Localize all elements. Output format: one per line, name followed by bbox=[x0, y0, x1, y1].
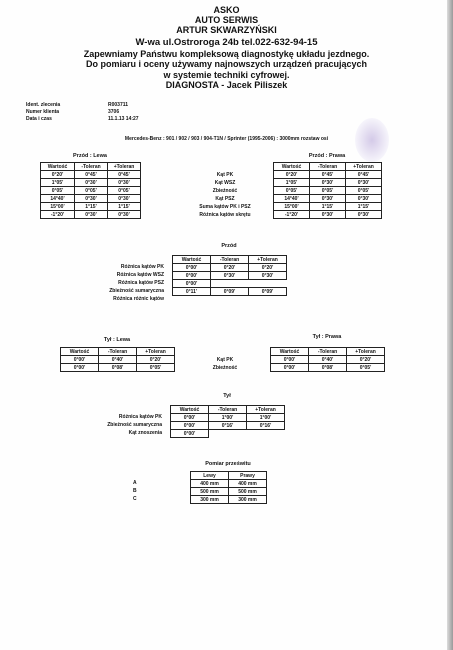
order-id-label: Ident. zlecenia bbox=[26, 101, 61, 108]
cell: 0°45' bbox=[75, 171, 108, 179]
label-kpi: Kąt PSZ bbox=[215, 196, 235, 202]
cell: 300 mm bbox=[229, 496, 267, 504]
cell: -1°20' bbox=[41, 211, 75, 219]
front-wheel-labels bbox=[176, 171, 274, 219]
cell bbox=[247, 430, 285, 438]
cell: 0°30' bbox=[75, 195, 108, 203]
cell: 0°05' bbox=[310, 187, 346, 195]
cell: 1°15' bbox=[310, 203, 346, 211]
col-tol-plus: +Toleran bbox=[346, 163, 382, 171]
cell: 0°20' bbox=[274, 171, 310, 179]
label-camber: Kąt PK bbox=[216, 172, 234, 178]
cell: -1°20' bbox=[274, 211, 310, 219]
table-row bbox=[173, 272, 287, 280]
cell: 1°00' bbox=[209, 414, 247, 422]
label-rear-camber: Kąt PK bbox=[216, 357, 234, 363]
table-row bbox=[41, 203, 141, 211]
company-name: ASKO bbox=[213, 5, 240, 15]
cell: 0°30' bbox=[346, 195, 382, 203]
cell bbox=[209, 430, 247, 438]
table-row bbox=[274, 171, 382, 179]
cell: 0°11' bbox=[173, 288, 211, 296]
letter-a: A bbox=[133, 480, 137, 486]
table-row bbox=[274, 187, 382, 195]
cell: 1°15' bbox=[75, 203, 108, 211]
client-number-label: Numer klienta bbox=[26, 108, 60, 115]
label-thrust-angle: Kąt znoszenia bbox=[128, 430, 162, 436]
cell: 0°00' bbox=[61, 356, 99, 364]
order-id-value: R003711 bbox=[108, 101, 129, 108]
letter-b: B bbox=[133, 488, 137, 494]
intro-line-1: Zapewniamy Państwu kompleksową diagnostykę układu jezdnego. bbox=[83, 49, 370, 59]
front-axle-labels bbox=[40, 263, 164, 303]
table-row bbox=[271, 364, 385, 372]
col-right: Prawy bbox=[229, 472, 267, 480]
cell: 0°08' bbox=[99, 364, 137, 372]
col-tol-minus: -Toleran bbox=[309, 348, 347, 356]
table-row bbox=[191, 488, 267, 496]
cell bbox=[249, 280, 287, 288]
diagnostician: DIAGNOSTA - Jacek Piliszek bbox=[165, 80, 288, 90]
cell: 0°16' bbox=[247, 422, 285, 430]
label-caster-diff: Różnica kątów WSZ bbox=[116, 272, 164, 278]
front-right-table bbox=[273, 162, 382, 219]
cell: 0°20' bbox=[347, 356, 385, 364]
col-tol-plus: +Toleran bbox=[108, 163, 141, 171]
label-total-toe: Zbieżność sumaryczna bbox=[109, 288, 164, 294]
page-edge-shadow bbox=[447, 0, 453, 650]
cell: 0°05' bbox=[137, 364, 175, 372]
cell: 1°05' bbox=[41, 179, 75, 187]
cell: 0°40' bbox=[99, 356, 137, 364]
cell: 0°30' bbox=[310, 195, 346, 203]
table-row bbox=[41, 171, 141, 179]
date-time-label: Data i czas bbox=[26, 115, 52, 122]
rear-axle-table bbox=[170, 405, 285, 438]
table-row bbox=[41, 179, 141, 187]
cell: 0°16' bbox=[209, 422, 247, 430]
front-right-title: Przód : Prawa bbox=[308, 153, 346, 159]
cell: 0°30' bbox=[249, 272, 287, 280]
col-value: Wartość bbox=[61, 348, 99, 356]
cell: 0°30' bbox=[75, 211, 108, 219]
label-turn-angle-diff: Różnica kątów skrętu bbox=[199, 212, 251, 218]
col-value: Wartość bbox=[41, 163, 75, 171]
cell: 0°00' bbox=[171, 430, 209, 438]
cell: 0°30' bbox=[310, 211, 346, 219]
cell: 15°00' bbox=[41, 203, 75, 211]
label-diff-of-diffs: Różnica różnic kątów bbox=[113, 296, 164, 302]
table-row bbox=[171, 430, 285, 438]
rear-wheel-labels bbox=[192, 356, 258, 372]
clearance-letters bbox=[133, 479, 137, 503]
table-row bbox=[274, 211, 382, 219]
col-tol-minus: -Toleran bbox=[209, 406, 247, 414]
col-value: Wartość bbox=[274, 163, 310, 171]
label-caster: Kąt WSZ bbox=[214, 180, 236, 186]
cell: 0°05' bbox=[41, 187, 75, 195]
vehicle-model: Mercedes-Benz : 901 / 902 / 903 / 904-T1N / Sprinter (1995-2006) : 3000mm rozstaw osi bbox=[124, 136, 329, 142]
cell: 0°00' bbox=[171, 422, 209, 430]
table-row bbox=[274, 195, 382, 203]
label-rear-camber-diff: Różnica kątów PK bbox=[118, 414, 162, 420]
cell: 0°30' bbox=[310, 179, 346, 187]
intro-line-2: Do pomiaru i oceny używamy najnowszych urządzeń pracujących bbox=[85, 59, 368, 69]
rear-left-table bbox=[60, 347, 175, 372]
cell: 0°00' bbox=[171, 414, 209, 422]
cell: 0°00' bbox=[271, 364, 309, 372]
clearance-title: Pomiar prześwitu bbox=[205, 461, 251, 467]
cell: 1°15' bbox=[108, 203, 141, 211]
cell: 0°05' bbox=[108, 187, 141, 195]
cell: 0°09' bbox=[211, 288, 249, 296]
rear-left-title: Tył : Lewa bbox=[103, 337, 131, 343]
cell: 0°09' bbox=[249, 288, 287, 296]
cell: 1°15' bbox=[346, 203, 382, 211]
cell: 0°30' bbox=[108, 211, 141, 219]
cell: 0°30' bbox=[108, 179, 141, 187]
col-tol-plus: +Toleran bbox=[137, 348, 175, 356]
col-tol-plus: +Toleran bbox=[247, 406, 285, 414]
cell: 0°05' bbox=[346, 187, 382, 195]
col-value: Wartość bbox=[171, 406, 209, 414]
order-meta bbox=[26, 101, 139, 122]
cell: 0°45' bbox=[108, 171, 141, 179]
col-tol-minus: -Toleran bbox=[75, 163, 108, 171]
label-camber-diff: Różnica kątów PK bbox=[120, 264, 164, 270]
letter-c: C bbox=[133, 496, 137, 502]
cell: 500 mm bbox=[229, 488, 267, 496]
cell: 0°08' bbox=[309, 364, 347, 372]
table-row bbox=[274, 203, 382, 211]
cell: 0°00' bbox=[173, 264, 211, 272]
rear-right-title: Tył : Prawa bbox=[312, 334, 342, 340]
cell: 0°30' bbox=[211, 272, 249, 280]
cell: 0°05' bbox=[75, 187, 108, 195]
table-row bbox=[271, 356, 385, 364]
label-toe: Zbieżność bbox=[212, 188, 238, 194]
rear-axle-labels bbox=[40, 413, 162, 437]
table-row bbox=[61, 356, 175, 364]
col-value: Wartość bbox=[173, 256, 211, 264]
cell: 14°40' bbox=[274, 195, 310, 203]
label-included-angle: Suma kątów PK i PSZ bbox=[199, 204, 251, 210]
company-type: AUTO SERWIS bbox=[194, 15, 259, 25]
company-address: W-wa ul.Ostroroga 24b tel.022-632-94-15 bbox=[135, 37, 318, 48]
table-row bbox=[41, 211, 141, 219]
cell: 1°05' bbox=[274, 179, 310, 187]
cell: 0°00' bbox=[173, 272, 211, 280]
table-row bbox=[61, 364, 175, 372]
cell: 0°05' bbox=[347, 364, 385, 372]
col-tol-plus: +Toleran bbox=[249, 256, 287, 264]
cell: 0°20' bbox=[137, 356, 175, 364]
col-tol-plus: +Toleran bbox=[347, 348, 385, 356]
table-row bbox=[191, 496, 267, 504]
col-tol-minus: -Toleran bbox=[211, 256, 249, 264]
label-kpi-diff: Różnica kątów PSZ bbox=[118, 280, 164, 286]
label-rear-toe: Zbieżność bbox=[212, 365, 238, 371]
cell: 0°30' bbox=[108, 195, 141, 203]
cell: 0°45' bbox=[310, 171, 346, 179]
front-left-table bbox=[40, 162, 141, 219]
cell: 14°40' bbox=[41, 195, 75, 203]
table-row bbox=[171, 414, 285, 422]
cell: 0°40' bbox=[309, 356, 347, 364]
col-tol-minus: -Toleran bbox=[99, 348, 137, 356]
cell: 1°00' bbox=[247, 414, 285, 422]
cell: 0°20' bbox=[41, 171, 75, 179]
col-left: Lewy bbox=[191, 472, 229, 480]
table-row bbox=[173, 280, 287, 288]
cell: 0°45' bbox=[346, 171, 382, 179]
owner-name: ARTUR SKWARZYŃSKI bbox=[176, 25, 277, 35]
cell: 0°05' bbox=[274, 187, 310, 195]
cell: 0°20' bbox=[211, 264, 249, 272]
table-row bbox=[173, 264, 287, 272]
intro-line-3: w systemie techniki cyfrowej. bbox=[163, 70, 290, 80]
front-left-title: Przód : Lewa bbox=[73, 153, 107, 159]
col-tol-minus: -Toleran bbox=[310, 163, 346, 171]
table-row bbox=[41, 195, 141, 203]
front-axle-title: Przód bbox=[221, 243, 237, 249]
table-row bbox=[274, 179, 382, 187]
cell: 400 mm bbox=[229, 480, 267, 488]
cell: 15°00' bbox=[274, 203, 310, 211]
table-row bbox=[173, 288, 287, 296]
table-row bbox=[171, 422, 285, 430]
cell: 0°30' bbox=[346, 211, 382, 219]
clearance-table bbox=[190, 471, 267, 504]
cell: 0°00' bbox=[173, 280, 211, 288]
cell: 0°00' bbox=[271, 356, 309, 364]
table-row bbox=[41, 187, 141, 195]
table-row bbox=[191, 480, 267, 488]
rear-axle-title: Tył bbox=[223, 393, 231, 399]
label-rear-total-toe: Zbieżność sumaryczna bbox=[107, 422, 162, 428]
cell: 0°30' bbox=[346, 179, 382, 187]
rear-right-table bbox=[270, 347, 385, 372]
cell: 0°30' bbox=[75, 179, 108, 187]
cell bbox=[211, 280, 249, 288]
cell: 500 mm bbox=[191, 488, 229, 496]
col-value: Wartość bbox=[271, 348, 309, 356]
client-number-value: 3706 bbox=[108, 108, 120, 115]
cell: 400 mm bbox=[191, 480, 229, 488]
date-time-value: 11.1.13 14:27 bbox=[108, 115, 139, 122]
cell: 300 mm bbox=[191, 496, 229, 504]
cell: 0°20' bbox=[249, 264, 287, 272]
front-axle-table bbox=[172, 255, 287, 296]
cell: 0°00' bbox=[61, 364, 99, 372]
